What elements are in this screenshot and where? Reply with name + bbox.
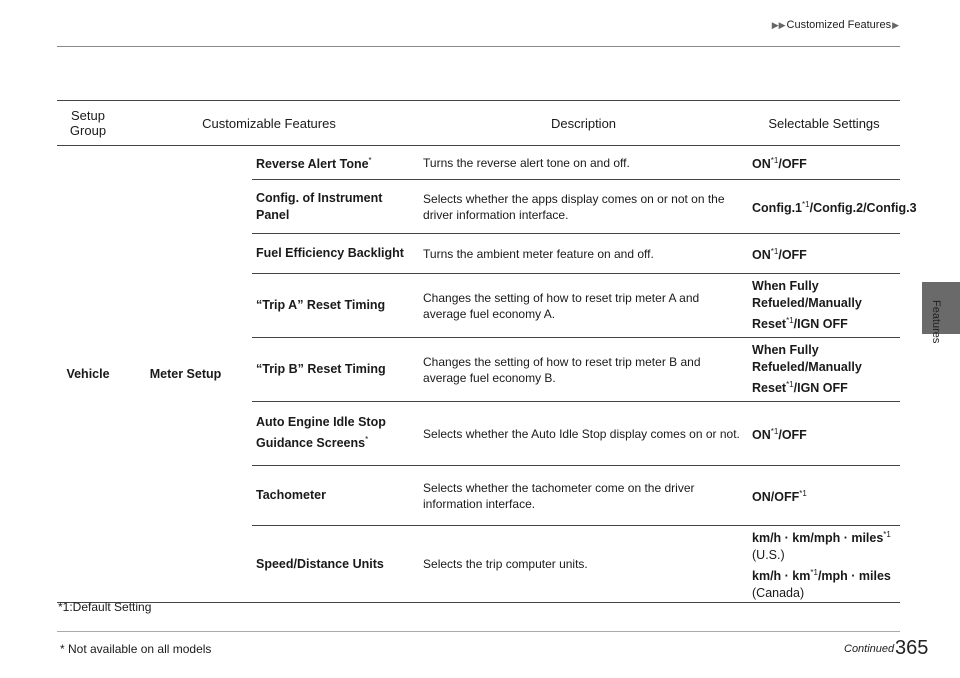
setting-option: OFF — [781, 248, 807, 263]
default-marker: *1 — [770, 426, 779, 436]
setting-option: / — [778, 157, 782, 172]
sub-feature-name — [252, 402, 419, 466]
setting-option: km/h · km — [752, 569, 811, 584]
table-row — [57, 146, 900, 180]
setting-option: OFF — [781, 157, 807, 172]
availability-marker: * — [368, 155, 372, 165]
header-text: Setup Group — [69, 108, 107, 138]
setting-option: OFF — [781, 428, 807, 443]
breadcrumb — [575, 19, 900, 31]
settings-line — [752, 526, 896, 564]
setting-option: / — [804, 295, 809, 310]
sub-feature-name — [252, 146, 419, 180]
setting-option: Config.3 — [866, 201, 917, 216]
setting-option: / — [793, 317, 798, 332]
region-note: (U.S.) — [752, 548, 785, 563]
setting-option: /mph · miles — [817, 569, 891, 584]
setting-option: / — [863, 201, 867, 216]
col-header-selectable-settings: Selectable Settings — [748, 101, 900, 146]
sub-feature-label: Auto Engine Idle Stop Guidance Screens — [256, 415, 386, 451]
triangle-right-icon: ▶▶ — [771, 20, 786, 30]
header-rule — [57, 46, 900, 47]
setting-option: km/h · km/mph · miles — [752, 531, 884, 546]
setting-option: ON — [752, 157, 771, 172]
default-marker: *1 — [810, 568, 818, 578]
triangle-right-icon: ▶ — [892, 20, 899, 30]
description-cell: Selects whether the apps display comes on or not on the driver information interface. — [419, 180, 748, 234]
col-header-setup-group — [57, 101, 119, 146]
setting-option: / — [793, 381, 798, 396]
setting-option: When Fully Refueled — [752, 342, 819, 374]
setting-option: / — [804, 359, 809, 374]
chapter-label: Features — [930, 300, 942, 344]
setting-option: Manually Reset — [752, 359, 862, 396]
continued-label: Continued — [844, 643, 895, 655]
setting-option: / — [809, 201, 814, 216]
selectable-settings-cell — [748, 402, 900, 466]
default-marker: *1 — [802, 199, 810, 209]
col-header-description: Description — [419, 101, 748, 146]
selectable-settings-cell — [748, 146, 900, 180]
sub-feature-label: Tachometer — [256, 488, 326, 502]
selectable-settings-cell — [748, 274, 900, 338]
feature-cell: Meter Setup — [119, 146, 252, 603]
page-number: 365 — [895, 637, 929, 659]
sub-feature-name — [252, 274, 419, 338]
footer-rule — [57, 631, 900, 632]
description-cell: Turns the ambient meter feature on and off. — [419, 234, 748, 274]
footnote: *1:Default Setting — [58, 600, 152, 614]
setup-group-cell: Vehicle — [57, 146, 119, 603]
sub-feature-label: “Trip B” Reset Timing — [256, 362, 386, 376]
sub-feature-label: Config. of Instrument Panel — [256, 190, 383, 222]
not-available-note: * Not available on all models — [60, 642, 212, 656]
description-cell: Changes the setting of how to reset trip meter A and average fuel economy A. — [419, 274, 748, 338]
selectable-settings-cell — [748, 338, 900, 402]
sub-feature-label: Fuel Efficiency Backlight — [256, 246, 404, 260]
sub-feature-name — [252, 466, 419, 526]
setting-option: IGN OFF — [797, 381, 848, 396]
default-marker: *1 — [770, 155, 779, 165]
sub-feature-name — [252, 234, 419, 274]
setting-option: / — [778, 248, 782, 263]
setting-option: Manually Reset — [752, 295, 862, 332]
sub-feature-name — [252, 526, 419, 603]
sub-feature-label: Speed/Distance Units — [256, 556, 384, 571]
setting-option: ON — [752, 428, 771, 443]
description-cell: Selects the trip computer units. — [419, 526, 748, 603]
description-cell: Selects whether the tachometer come on the driver information interface. — [419, 466, 748, 526]
setting-option: Config.2 — [813, 201, 864, 216]
setting-option: / — [770, 490, 775, 505]
default-marker: *1 — [799, 488, 807, 498]
setting-option: Config.1 — [752, 201, 803, 216]
setting-option: OFF — [774, 490, 800, 505]
default-marker: *1 — [770, 246, 779, 256]
setting-option: ON — [752, 490, 771, 505]
region-note: (Canada) — [752, 586, 805, 601]
setting-option: When Fully Refueled — [752, 278, 819, 310]
selectable-settings-cell — [748, 466, 900, 526]
sub-feature-label: Reverse Alert Tone — [256, 157, 369, 172]
availability-marker: * — [365, 435, 369, 445]
col-header-customizable-features: Customizable Features — [119, 101, 419, 146]
table-header-row — [57, 101, 900, 146]
description-cell: Turns the reverse alert tone on and off. — [419, 146, 748, 180]
default-marker: *1 — [883, 530, 891, 539]
breadcrumb-label: Customized Features — [786, 19, 892, 31]
setting-option: ON — [752, 248, 771, 263]
default-marker: *1 — [786, 315, 794, 325]
selectable-settings-cell — [748, 234, 900, 274]
default-marker: *1 — [786, 379, 794, 389]
sub-feature-name — [252, 338, 419, 402]
setting-option: / — [778, 428, 782, 443]
description-cell: Changes the setting of how to reset trip meter B and average fuel economy B. — [419, 338, 748, 402]
sub-feature-name — [252, 180, 419, 234]
description-cell: Selects whether the Auto Idle Stop display comes on or not. — [419, 402, 748, 466]
selectable-settings-cell — [748, 180, 917, 234]
setting-option: IGN OFF — [797, 317, 848, 332]
sub-feature-label: “Trip A” Reset Timing — [256, 298, 386, 312]
selectable-settings-cell — [748, 526, 900, 603]
customizable-features-table — [57, 100, 917, 603]
settings-line — [752, 564, 896, 602]
